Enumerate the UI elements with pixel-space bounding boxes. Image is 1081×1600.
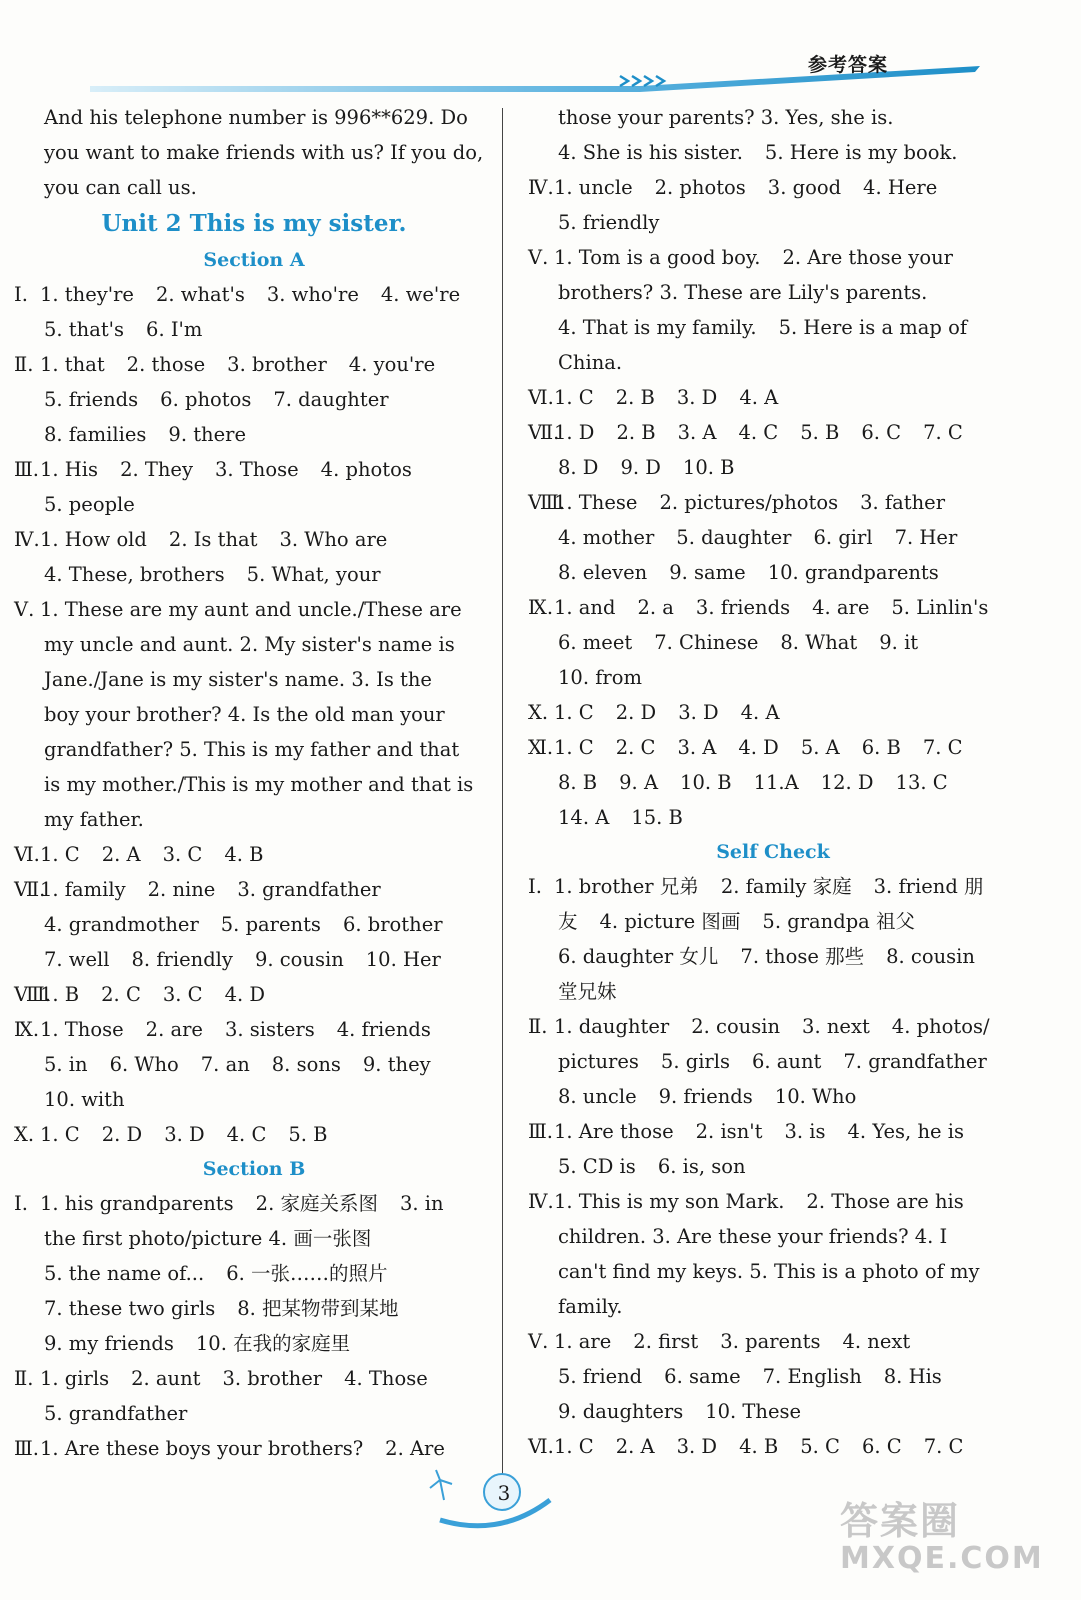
answer-item: 1. These are my aunt and uncle./These are — [40, 598, 462, 621]
answer-item: 6. B — [861, 736, 901, 759]
answer-item: 6. is, son — [657, 1155, 746, 1178]
answer-line: boy your brother? 4. Is the old man your — [44, 703, 445, 726]
answer-item: 8. D — [558, 456, 599, 479]
answer-item: 6. aunt — [752, 1050, 822, 1073]
answer-item: 10. from — [558, 666, 642, 689]
answer-item: 5. What, your — [246, 563, 381, 586]
answer-item: 12. D — [820, 771, 874, 794]
answer-item: 7. an — [200, 1053, 250, 1076]
roman-numeral: Ⅶ. — [14, 878, 46, 901]
answer-item: 9. friends — [658, 1085, 753, 1108]
answer-item: 3. D — [676, 1435, 718, 1458]
answer-line: you want to make friends with us? If you do, — [44, 141, 484, 164]
answer-item: 2. photos — [654, 176, 746, 199]
answer-item: 8. 把某物带到某地 — [237, 1297, 399, 1320]
answer-item: 9. daughters — [558, 1400, 684, 1423]
answer-item: 1. Tom is a good boy. — [554, 246, 761, 269]
answer-row — [528, 765, 1018, 800]
answer-item: 5. the name of... — [44, 1262, 205, 1285]
answer-row — [528, 205, 1018, 240]
answer-item: 3. parents — [720, 1330, 821, 1353]
answer-row — [14, 1047, 494, 1082]
answer-item: 15. B — [631, 806, 683, 829]
answer-row — [14, 417, 494, 452]
answer-row — [528, 1324, 1018, 1359]
answer-item: 1. girls — [40, 1367, 110, 1390]
answer-row — [528, 1079, 1018, 1114]
answer-item: 8. cousin — [886, 945, 975, 968]
answer-item: 3. father — [860, 491, 946, 514]
answer-item: 2. D — [615, 701, 657, 724]
answer-item: 3. D — [678, 701, 719, 724]
answer-line: the first photo/picture 4. 画一张图 — [44, 1227, 372, 1250]
answer-row — [14, 872, 494, 907]
answer-item: 8. uncle — [558, 1085, 637, 1108]
answer-row — [528, 415, 1018, 450]
answer-item: 5. grandpa 祖父 — [762, 910, 916, 933]
answer-item: 5. CD is — [558, 1155, 636, 1178]
answer-item: 2. aunt — [131, 1367, 201, 1390]
answer-row — [14, 837, 494, 872]
answer-item: 3. Those — [215, 458, 299, 481]
answer-item: 4. picture 图画 — [599, 910, 741, 933]
answer-item: 1. they're — [40, 283, 134, 306]
answer-line: 堂兄妹 — [558, 980, 617, 1003]
answer-row — [14, 1361, 494, 1396]
answer-item: 6. daughter 女儿 — [558, 945, 719, 968]
answer-item: 4. A — [739, 386, 779, 409]
answer-item: 3. is — [784, 1120, 826, 1143]
answer-item: 3. C — [162, 983, 203, 1006]
answer-item: 4. D — [224, 983, 266, 1006]
answer-item: 1. Are those — [554, 1120, 674, 1143]
answer-item: 1. and — [554, 596, 616, 619]
answer-row — [14, 977, 494, 1012]
roman-numeral: Ⅷ. — [14, 983, 51, 1006]
answer-item: 6. 一张……的照片 — [226, 1262, 388, 1285]
answer-item: 4. B — [224, 843, 264, 866]
roman-numeral: Ⅴ. — [528, 246, 549, 269]
answer-line: my uncle and aunt. 2. My sister's name is — [44, 633, 455, 656]
answer-item: 3. Who are — [279, 528, 388, 551]
answer-item: 7. Her — [894, 526, 958, 549]
roman-numeral: Ⅵ. — [528, 386, 554, 409]
answer-item: 2. first — [633, 1330, 699, 1353]
answer-item: 5. in — [44, 1053, 88, 1076]
answer-item: 7. well — [44, 948, 110, 971]
answer-item: 1. C — [554, 386, 594, 409]
answer-line: grandfather? 5. This is my father and that — [44, 738, 460, 761]
header-decoration — [0, 0, 1081, 100]
answer-item: 1. This is my son Mark. — [554, 1190, 785, 1213]
unit-heading: Unit 2 This is my sister. — [101, 210, 407, 237]
answer-item: 8. B — [558, 771, 598, 794]
answer-line: China. — [558, 351, 623, 374]
answer-line: you can call us. — [44, 176, 197, 199]
answer-item: 4. photos/ — [891, 1015, 990, 1038]
answer-item: 6. I'm — [146, 318, 203, 341]
answer-item: 3. grandfather — [237, 878, 381, 901]
answer-item: 2. A — [101, 843, 141, 866]
answer-item: 7. grandfather — [843, 1050, 987, 1073]
answer-item: 2. are — [145, 1018, 203, 1041]
answer-item: 5. friendly — [558, 211, 660, 234]
answer-item: 3. D — [676, 386, 718, 409]
answer-item: 2. those — [126, 353, 206, 376]
answer-row — [528, 660, 1018, 695]
answer-row — [14, 942, 494, 977]
answer-line: Jane./Jane is my sister's name. 3. Is the — [44, 668, 432, 691]
answer-row — [14, 557, 494, 592]
answer-row — [14, 487, 494, 522]
answer-row — [528, 625, 1018, 660]
answer-line: my father. — [44, 808, 144, 831]
answer-item: 1. B — [40, 983, 80, 1006]
answer-item: 9. same — [669, 561, 746, 584]
answer-item: 5. daughter — [676, 526, 792, 549]
roman-numeral: Ⅷ. — [528, 491, 565, 514]
answer-item: 7. C — [923, 1435, 964, 1458]
answer-row — [14, 1326, 494, 1361]
answer-item: pictures — [558, 1050, 639, 1073]
answer-line: family. — [558, 1295, 623, 1318]
roman-numeral: Ⅰ. — [14, 1192, 28, 1215]
answer-item: 10. with — [44, 1088, 125, 1111]
answer-item: 7. C — [923, 421, 963, 444]
answer-item: 1. His — [40, 458, 99, 481]
answer-item: 10. These — [705, 1400, 802, 1423]
answer-row — [14, 1291, 494, 1326]
answer-item: 5. friend — [558, 1365, 643, 1388]
answer-item: 3. who're — [266, 283, 359, 306]
answer-item: 4. next — [842, 1330, 911, 1353]
answer-item: 3. friends — [695, 596, 791, 619]
answer-item: 6. C — [861, 1435, 902, 1458]
roman-numeral: Ⅰ. — [528, 875, 542, 898]
answer-item: 4. we're — [380, 283, 461, 306]
answer-row — [528, 135, 1018, 170]
answer-item: 7. Chinese — [654, 631, 759, 654]
answer-item: 2. They — [120, 458, 193, 481]
answer-item: 9. A — [619, 771, 659, 794]
answer-row — [14, 592, 494, 627]
column-divider — [502, 108, 503, 1493]
answer-item: 4. D — [738, 736, 779, 759]
page-number: 3 — [497, 1481, 511, 1505]
answer-item: 1. Those — [40, 1018, 124, 1041]
answer-item: 5. girls — [660, 1050, 730, 1073]
roman-numeral: Ⅹ. — [14, 1123, 35, 1146]
answer-item: 2. B — [615, 386, 655, 409]
roman-numeral: Ⅲ. — [528, 1120, 554, 1143]
answer-item: 2. what's — [155, 283, 245, 306]
answer-item: 1. C — [40, 1123, 80, 1146]
answer-item: 9. it — [879, 631, 919, 654]
answer-row — [528, 1044, 1018, 1079]
answer-item: 8. families — [44, 423, 147, 446]
answer-item: 1. are — [554, 1330, 612, 1353]
answer-item: 2. family 家庭 — [720, 875, 852, 898]
left-column — [14, 100, 494, 1466]
answer-item: 2. C — [615, 736, 656, 759]
roman-numeral: Ⅳ. — [528, 176, 554, 199]
answer-item: 10. grandparents — [767, 561, 939, 584]
answer-item: 2. Those are his — [806, 1190, 964, 1213]
answer-item: 1. daughter — [554, 1015, 670, 1038]
roman-numeral: Ⅸ. — [528, 596, 554, 619]
answer-item: 14. A — [558, 806, 610, 829]
answer-row — [14, 452, 494, 487]
answer-item: 4. These, brothers — [44, 563, 225, 586]
answer-item: 7. these two girls — [44, 1297, 216, 1320]
answer-item: 4. B — [739, 1435, 779, 1458]
answer-item: 2. C — [101, 983, 141, 1006]
answer-item: 7. English — [762, 1365, 862, 1388]
answer-item: 3. brother — [222, 1367, 323, 1390]
roman-numeral: Ⅹ. — [528, 701, 549, 724]
roman-numeral: Ⅺ. — [528, 736, 554, 759]
answer-row — [528, 1359, 1018, 1394]
answer-item: 1. that — [40, 353, 105, 376]
answer-item: 4. Those — [344, 1367, 428, 1390]
answer-item: 2. Are those your — [782, 246, 953, 269]
answer-row — [528, 450, 1018, 485]
answer-item: 8. sons — [271, 1053, 341, 1076]
answer-line: those your parents? 3. Yes, she is. — [558, 106, 894, 129]
roman-numeral: Ⅱ. — [14, 353, 34, 376]
answer-row — [14, 1117, 494, 1152]
answer-item: 1. Are these boys your brothers? — [40, 1437, 364, 1460]
answer-item: 8. friendly — [131, 948, 233, 971]
answer-line: children. 3. Are these your friends? 4. I — [558, 1225, 948, 1248]
answer-item: 4. grandmother — [44, 913, 199, 936]
answer-item: 10. B — [680, 771, 732, 794]
answer-item: 10. B — [682, 456, 735, 479]
roman-numeral: Ⅱ. — [528, 1015, 548, 1038]
answer-item: 5. B — [288, 1123, 328, 1146]
answer-item: 4. C — [226, 1123, 267, 1146]
answer-item: 4. mother — [558, 526, 655, 549]
answer-row — [528, 1114, 1018, 1149]
answer-row — [14, 1186, 494, 1221]
answer-item: 4. That is my family. — [558, 316, 757, 339]
answer-item: 4. Here — [863, 176, 938, 199]
answer-line: is my mother./This is my mother and that is — [44, 773, 474, 796]
answer-item: 7. daughter — [273, 388, 389, 411]
answer-row — [528, 590, 1018, 625]
answer-row — [528, 869, 1018, 904]
section-heading: Self Check — [716, 841, 830, 863]
answer-item: 3. good — [767, 176, 842, 199]
answer-item: 9. cousin — [254, 948, 344, 971]
answer-item: 4. are — [812, 596, 870, 619]
answer-line: can't find my keys. 5. This is a photo of my — [558, 1260, 980, 1283]
answer-row — [528, 1009, 1018, 1044]
answer-item: 3. A — [677, 421, 717, 444]
roman-numeral: Ⅴ. — [14, 598, 35, 621]
answer-item: 2. Are — [385, 1437, 445, 1460]
answer-item: 7. those 那些 — [740, 945, 865, 968]
answer-row — [528, 730, 1018, 765]
watermark-line1: 答案圈 — [840, 1499, 961, 1543]
answer-item: 10. 在我的家庭里 — [195, 1332, 351, 1355]
answer-item: 3. next — [802, 1015, 870, 1038]
answer-row — [528, 1394, 1018, 1429]
answer-row — [14, 312, 494, 347]
answer-item: 2. D — [101, 1123, 143, 1146]
roman-numeral: Ⅳ. — [528, 1190, 554, 1213]
answer-row — [528, 170, 1018, 205]
roman-numeral: Ⅰ. — [14, 283, 28, 306]
answer-row — [528, 380, 1018, 415]
answer-item: 4. photos — [320, 458, 412, 481]
roman-numeral: Ⅶ. — [528, 421, 560, 444]
roman-numeral: Ⅲ. — [14, 458, 40, 481]
answer-item: 1. family — [40, 878, 126, 901]
answer-item: 3. A — [677, 736, 717, 759]
answer-item: 13. C — [895, 771, 948, 794]
answer-item: 2. Is that — [168, 528, 258, 551]
answer-item: 5. A — [800, 736, 840, 759]
roman-numeral: Ⅳ. — [14, 528, 40, 551]
answer-row — [14, 347, 494, 382]
answer-item: 5. Here is a map of — [778, 316, 968, 339]
answer-item: 1. These — [554, 491, 638, 514]
answer-item: 5. grandfather — [44, 1402, 188, 1425]
answer-item: 1. C — [554, 736, 594, 759]
answer-item: 1. brother 兄弟 — [554, 875, 699, 898]
answer-item: 2. 家庭关系图 — [255, 1192, 378, 1215]
answer-item: 5. that's — [44, 318, 125, 341]
roman-numeral: Ⅴ. — [528, 1330, 549, 1353]
answer-item: 2. A — [615, 1435, 655, 1458]
answer-item: 5. people — [44, 493, 135, 516]
answer-item: 1. D — [554, 421, 595, 444]
answer-item: 3. C — [162, 843, 203, 866]
answer-item: 6. meet — [558, 631, 633, 654]
answer-item: 2. isn't — [695, 1120, 763, 1143]
answer-item: 9. there — [168, 423, 247, 446]
answer-item: 4. Yes, he is — [847, 1120, 964, 1143]
roman-numeral: Ⅱ. — [14, 1367, 34, 1390]
right-column — [528, 100, 1018, 1464]
answer-item: 7. C — [922, 736, 963, 759]
roman-numeral: Ⅵ. — [528, 1435, 554, 1458]
answer-row — [14, 1082, 494, 1117]
answer-item: 1. his grandparents — [40, 1192, 234, 1215]
watermark-line2: MXQE.COM — [840, 1541, 1044, 1576]
answer-item: 5. B — [800, 421, 840, 444]
answer-item: 6. girl — [813, 526, 873, 549]
answer-item: 10. Who — [774, 1085, 857, 1108]
answer-item: 8. eleven — [558, 561, 648, 584]
answer-line: brothers? 3. These are Lily's parents. — [558, 281, 928, 304]
answer-item: 6. photos — [160, 388, 252, 411]
answer-item: 9. my friends — [44, 1332, 174, 1355]
answer-row — [14, 1012, 494, 1047]
answer-item: 1. C — [554, 1435, 594, 1458]
answer-row — [528, 695, 1018, 730]
answer-item: 11.A — [753, 771, 799, 794]
watermark — [840, 1490, 1044, 1576]
answer-item: 4. you're — [348, 353, 436, 376]
answer-item: 2. B — [616, 421, 656, 444]
answer-row — [528, 310, 1018, 345]
answer-item: 3. D — [164, 1123, 205, 1146]
answer-row — [14, 907, 494, 942]
answer-item: 3. sisters — [224, 1018, 315, 1041]
roman-numeral: Ⅵ. — [14, 843, 40, 866]
answer-item: 5. parents — [220, 913, 321, 936]
answer-item: 8. His — [883, 1365, 942, 1388]
answer-item: 2. a — [637, 596, 674, 619]
answer-item: 3. brother — [227, 353, 327, 376]
answer-item: 4. friends — [336, 1018, 431, 1041]
answer-item: 2. cousin — [691, 1015, 781, 1038]
answer-item: 10. Her — [365, 948, 441, 971]
answer-item: 5. Linlin's — [891, 596, 989, 619]
answer-row — [528, 555, 1018, 590]
answer-item: 2. pictures/photos — [659, 491, 839, 514]
roman-numeral: Ⅸ. — [14, 1018, 40, 1041]
answer-row — [528, 520, 1018, 555]
answer-item: 6. brother — [342, 913, 443, 936]
answer-item: 5. friends — [44, 388, 139, 411]
answer-row — [528, 1184, 1018, 1219]
answer-item: 友 — [558, 910, 578, 933]
answer-item: 5. Here is my book. — [764, 141, 958, 164]
answer-row — [14, 1256, 494, 1291]
answer-item: 5. C — [800, 1435, 840, 1458]
answer-item: 1. C — [554, 701, 594, 724]
section-heading: Section A — [203, 249, 305, 271]
answer-item: 9. they — [362, 1053, 431, 1076]
answer-row — [528, 485, 1018, 520]
answer-item: 6. same — [664, 1365, 741, 1388]
answer-item: 1. uncle — [554, 176, 633, 199]
answer-item: 1. C — [40, 843, 80, 866]
roman-numeral: Ⅲ. — [14, 1437, 40, 1460]
answer-row — [528, 904, 1018, 939]
answer-item: 6. Who — [109, 1053, 179, 1076]
answer-row — [528, 240, 1018, 275]
answer-item: 6. C — [861, 421, 902, 444]
answer-row — [528, 1429, 1018, 1464]
answer-row — [528, 939, 1018, 974]
answer-row — [14, 522, 494, 557]
section-heading: Section B — [202, 1158, 306, 1180]
answer-item: 4. She is his sister. — [558, 141, 743, 164]
answer-item: 9. D — [620, 456, 661, 479]
answer-item: 4. A — [740, 701, 780, 724]
answer-item: 2. nine — [147, 878, 216, 901]
answer-row — [528, 1149, 1018, 1184]
answer-line: And his telephone number is 996**629. Do — [44, 106, 468, 129]
header-title: 参考答案 — [808, 54, 889, 76]
answer-item: 1. How old — [40, 528, 147, 551]
answer-row — [528, 800, 1018, 835]
answer-item: 8. What — [780, 631, 858, 654]
answer-item: 3. in — [399, 1192, 444, 1215]
answer-row — [14, 277, 494, 312]
answer-row — [14, 382, 494, 417]
answer-row — [14, 1396, 494, 1431]
answer-item: 3. friend 朋 — [873, 875, 984, 898]
answer-item: 4. C — [738, 421, 779, 444]
